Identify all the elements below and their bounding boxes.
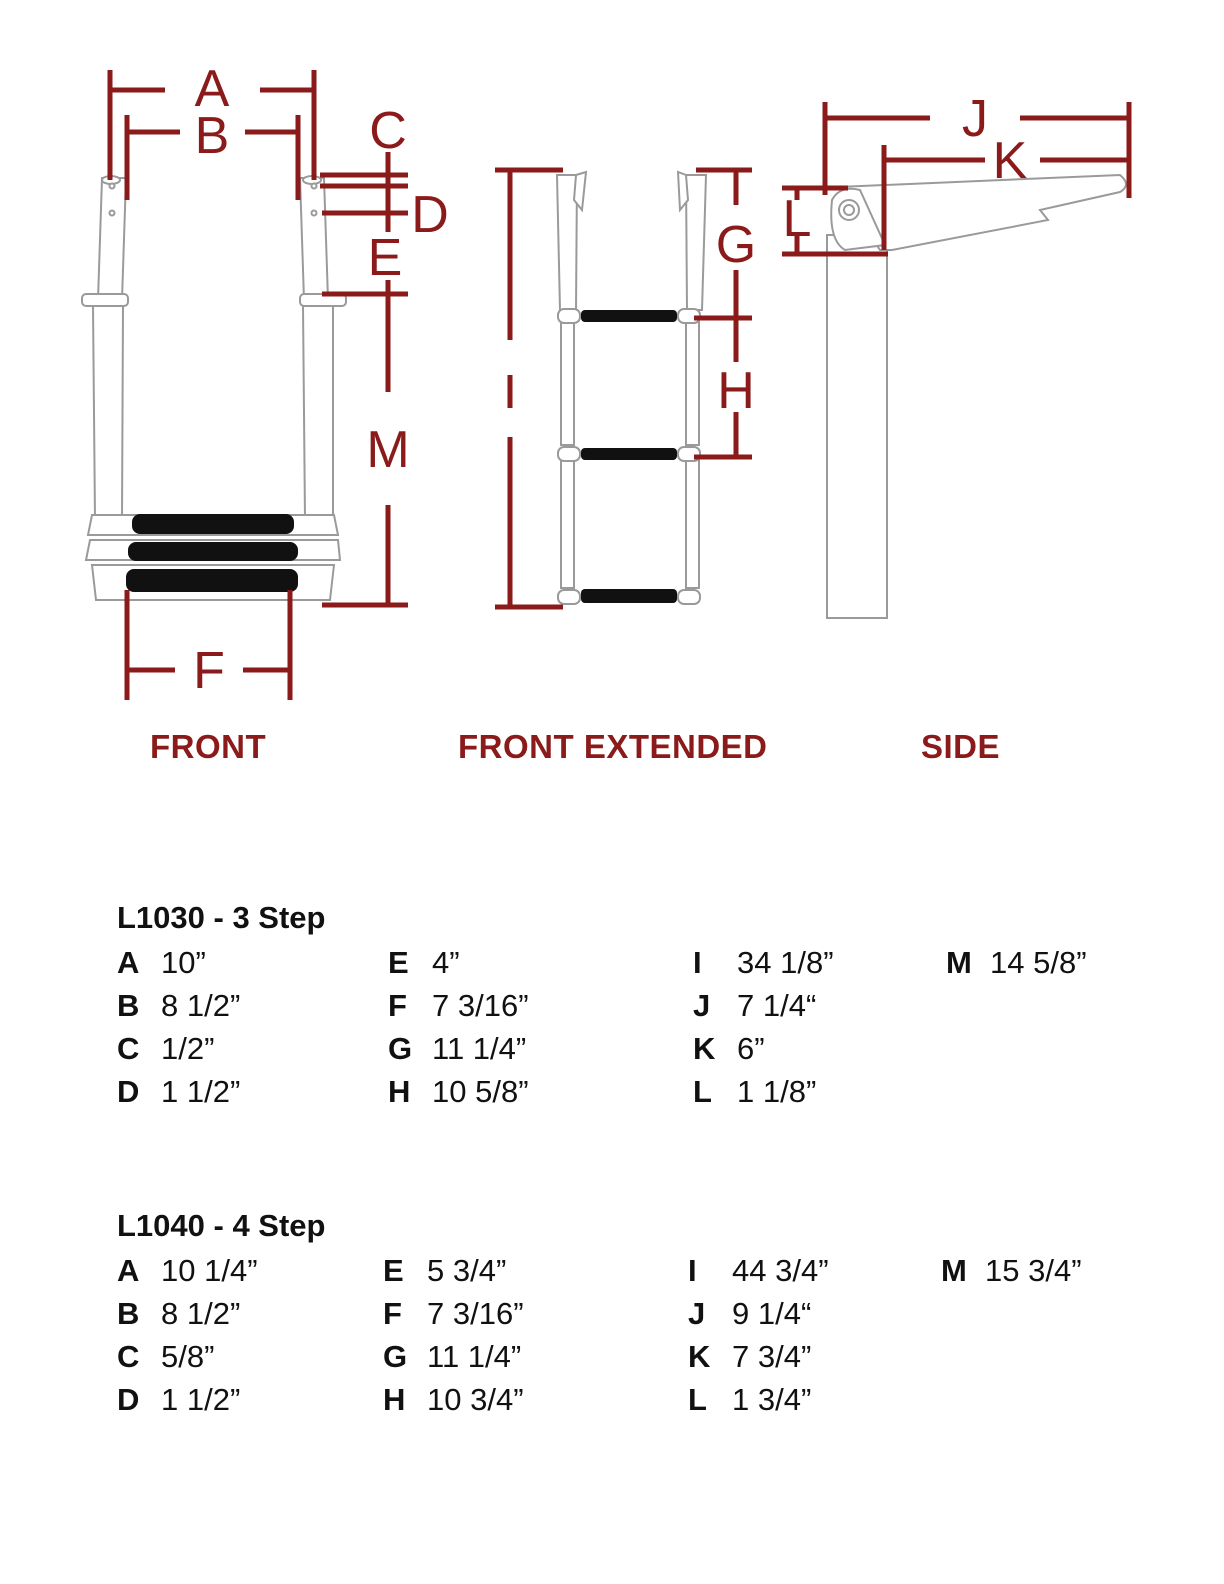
spec-value: 7 3/16”	[432, 988, 529, 1023]
spec-key: C	[117, 1031, 140, 1066]
spec-value: 10 5/8”	[432, 1074, 529, 1109]
side-ladder	[827, 175, 1126, 618]
spec-key: M	[941, 1253, 967, 1288]
spec-title: L1040 - 4 Step	[117, 1208, 326, 1243]
spec-row	[383, 1296, 524, 1332]
spec-row	[688, 1382, 811, 1418]
spec-key: K	[693, 1031, 716, 1066]
spec-row	[117, 988, 240, 1024]
spec-row	[941, 1253, 1082, 1289]
spec-key: D	[117, 1382, 140, 1417]
spec-value: 1 3/4”	[732, 1382, 812, 1417]
spec-row	[388, 1074, 529, 1110]
spec-key: J	[693, 988, 711, 1023]
spec-value: 7 3/16”	[427, 1296, 524, 1331]
spec-row	[693, 1031, 765, 1067]
dim-label-m: M	[366, 421, 410, 479]
spec-key: F	[388, 988, 407, 1023]
spec-row	[693, 945, 834, 981]
spec-value: 14 5/8”	[990, 945, 1087, 980]
spec-value: 7 3/4”	[732, 1339, 812, 1374]
spec-key: L	[693, 1074, 712, 1109]
label-side: SIDE	[921, 728, 1001, 765]
spec-value: 1 1/8”	[737, 1074, 817, 1109]
spec-key: E	[383, 1253, 404, 1288]
spec-row	[388, 1031, 526, 1067]
spec-value: 6”	[737, 1031, 765, 1066]
spec-row	[117, 945, 206, 981]
spec-row	[117, 1031, 214, 1067]
spec-key: A	[117, 945, 140, 980]
spec-row	[688, 1339, 811, 1375]
spec-key: G	[383, 1339, 408, 1374]
spec-value: 10 3/4”	[427, 1382, 524, 1417]
spec-key: I	[693, 945, 702, 980]
spec-value: 44 3/4”	[732, 1253, 829, 1288]
dim-label-h: H	[717, 362, 755, 420]
dim-label-j: J	[962, 90, 988, 148]
spec-key: K	[688, 1339, 711, 1374]
spec-row	[388, 988, 529, 1024]
spec-value: 34 1/8”	[737, 945, 834, 980]
dim-label-d: D	[411, 186, 449, 244]
spec-row	[946, 945, 1087, 981]
spec-value: 10 1/4”	[161, 1253, 258, 1288]
dim-label-k: K	[992, 132, 1028, 190]
spec-value: 1 1/2”	[161, 1382, 241, 1417]
spec-value: 15 3/4”	[985, 1253, 1082, 1288]
spec-key: M	[946, 945, 972, 980]
spec-key: E	[388, 945, 409, 980]
label-front: FRONT	[150, 728, 267, 765]
spec-value: 5 3/4”	[427, 1253, 507, 1288]
spec-key: B	[117, 988, 140, 1023]
spec-value: 8 1/2”	[161, 988, 241, 1023]
spec-key: A	[117, 1253, 140, 1288]
spec-key: L	[688, 1382, 707, 1417]
spec-key: D	[117, 1074, 140, 1109]
front-ladder	[82, 176, 346, 600]
spec-title: L1030 - 3 Step	[117, 900, 326, 935]
spec-row	[388, 945, 460, 981]
spec-key: F	[383, 1296, 402, 1331]
spec-value: 8 1/2”	[161, 1296, 241, 1331]
spec-key: H	[388, 1074, 411, 1109]
spec-value: 11 1/4”	[427, 1339, 522, 1374]
spec-value: 9 1/4“	[732, 1296, 812, 1331]
spec-row	[688, 1253, 829, 1289]
front-extended-ladder	[557, 172, 706, 604]
dim-label-g: G	[715, 216, 757, 274]
spec-key: I	[688, 1253, 697, 1288]
spec-value: 5/8”	[161, 1339, 215, 1374]
spec-value: 1/2”	[161, 1031, 215, 1066]
spec-key: H	[383, 1382, 406, 1417]
spec-key: C	[117, 1339, 140, 1374]
spec-row	[693, 1074, 816, 1110]
spec-row	[383, 1339, 521, 1375]
spec-value: 1 1/2”	[161, 1074, 241, 1109]
dim-label-b: B	[194, 107, 230, 165]
spec-key: G	[388, 1031, 413, 1066]
spec-row	[117, 1253, 258, 1289]
spec-key: J	[688, 1296, 706, 1331]
dim-label-c: C	[369, 102, 407, 160]
spec-value: 10”	[161, 945, 206, 980]
spec-value: 7 1/4“	[737, 988, 817, 1023]
ladder-dimension-drawing	[0, 0, 1224, 720]
label-front-extended: FRONT EXTENDED	[458, 728, 768, 765]
dim-label-a: A	[194, 60, 230, 118]
spec-value: 11 1/4”	[432, 1031, 527, 1066]
spec-row	[693, 988, 816, 1024]
spec-row	[117, 1339, 214, 1375]
spec-key: B	[117, 1296, 140, 1331]
spec-value: 4”	[432, 945, 460, 980]
spec-row	[117, 1382, 240, 1418]
front-treads	[126, 514, 298, 592]
dim-label-e: E	[367, 229, 403, 287]
spec-row	[117, 1074, 240, 1110]
spec-row	[117, 1296, 240, 1332]
spec-row	[383, 1382, 524, 1418]
spec-row	[688, 1296, 811, 1332]
spec-row	[383, 1253, 506, 1289]
dim-label-l: L	[782, 190, 812, 248]
dimension-lines	[110, 70, 1129, 700]
dim-label-f: F	[193, 642, 225, 700]
front-extended-treads	[581, 310, 677, 603]
